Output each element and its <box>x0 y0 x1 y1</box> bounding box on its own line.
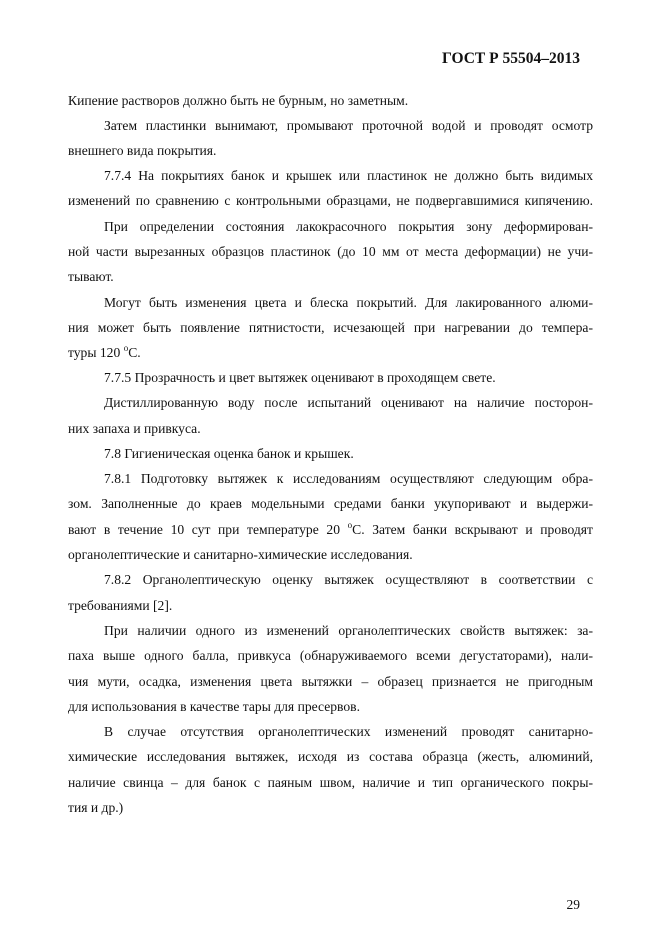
degree-superscript: o <box>347 520 353 530</box>
line-text: В случае отсутствия органолептических изменений проводят санитарно- <box>104 724 593 739</box>
line-text: При определении состояния лакокрасочного покрытия зону деформирован- <box>104 219 593 234</box>
line-text: ния может быть появление пятнистости, исчезающей при нагревании до темпера- <box>68 320 593 335</box>
text-fragment: вают в течение 10 сут при температуре 20 <box>68 522 348 537</box>
line-text: При наличии одного из изменений органолептических свойств вытяжек: за- <box>104 623 593 638</box>
line-text: тия и др.) <box>68 800 124 815</box>
line-text: Кипение растворов должно быть не бурным, но заметным. <box>68 93 409 108</box>
line-text: чия мути, осадка, изменения цвета вытяжки – образец признается не пригодным <box>68 674 593 689</box>
line-text: 7.7.4 На покрытиях банок и крышек или пластинок не должно быть видимых <box>104 168 593 183</box>
line-text: органолептические и санитарно-химические исследования. <box>68 547 413 562</box>
line-text: Затем пластинки вынимают, промывают проточной водой и проводят осмотр <box>104 118 593 133</box>
line-text: наличие свинца – для банок с паяным швом, наличие и тип органического покры- <box>68 775 593 790</box>
line-text: Могут быть изменения цвета и блеска покрытий. Для лакированного алюми- <box>104 295 593 310</box>
degree-superscript: o <box>123 343 129 353</box>
line-text: внешнего вида покрытия. <box>68 143 217 158</box>
line-text: 7.8.1 Подготовку вытяжек к исследованиям осуществляют следующим обра- <box>104 471 593 486</box>
line-text <box>68 344 141 361</box>
line-text: ной части вырезанных образцов пластинок (до 10 мм от места деформации) не учи- <box>68 244 593 259</box>
line-text: зом. Заполненные до краев модельными средами банки укупоривают и выдержи- <box>68 496 593 511</box>
line-text: тывают. <box>68 269 114 284</box>
text-fragment: туры 120 <box>68 345 124 360</box>
line-text <box>68 521 593 538</box>
line-text: паха выше одного балла, привкуса (обнаруживаемого всеми дегустаторами), нали- <box>68 648 593 663</box>
text-fragment: С. <box>128 345 141 360</box>
line-text: 7.7.5 Прозрачность и цвет вытяжек оценивают в проходящем свете. <box>104 370 496 385</box>
text-fragment: С. Затем банки вскрывают и проводят <box>352 522 593 537</box>
line-text: изменений по сравнению с контрольными образцами, не подвергавшимися кипячению. <box>68 193 593 208</box>
page-header: ГОСТ Р 55504–2013 <box>442 50 580 67</box>
line-text: химические исследования вытяжек, исходя из состава образца (жесть, алюминий, <box>68 749 593 764</box>
line-text: 7.8.2 Органолептическую оценку вытяжек осуществляют в соответствии с <box>104 572 593 587</box>
line-text: для использования в качестве тары для пресервов. <box>68 699 360 714</box>
page-number: 29 <box>566 897 580 912</box>
line-text: них запаха и привкуса. <box>68 421 201 436</box>
line-text: требованиями [2]. <box>68 598 173 613</box>
line-text: 7.8 Гигиеническая оценка банок и крышек. <box>104 446 354 461</box>
line-text: Дистиллированную воду после испытаний оценивают на наличие посторон- <box>104 395 593 410</box>
